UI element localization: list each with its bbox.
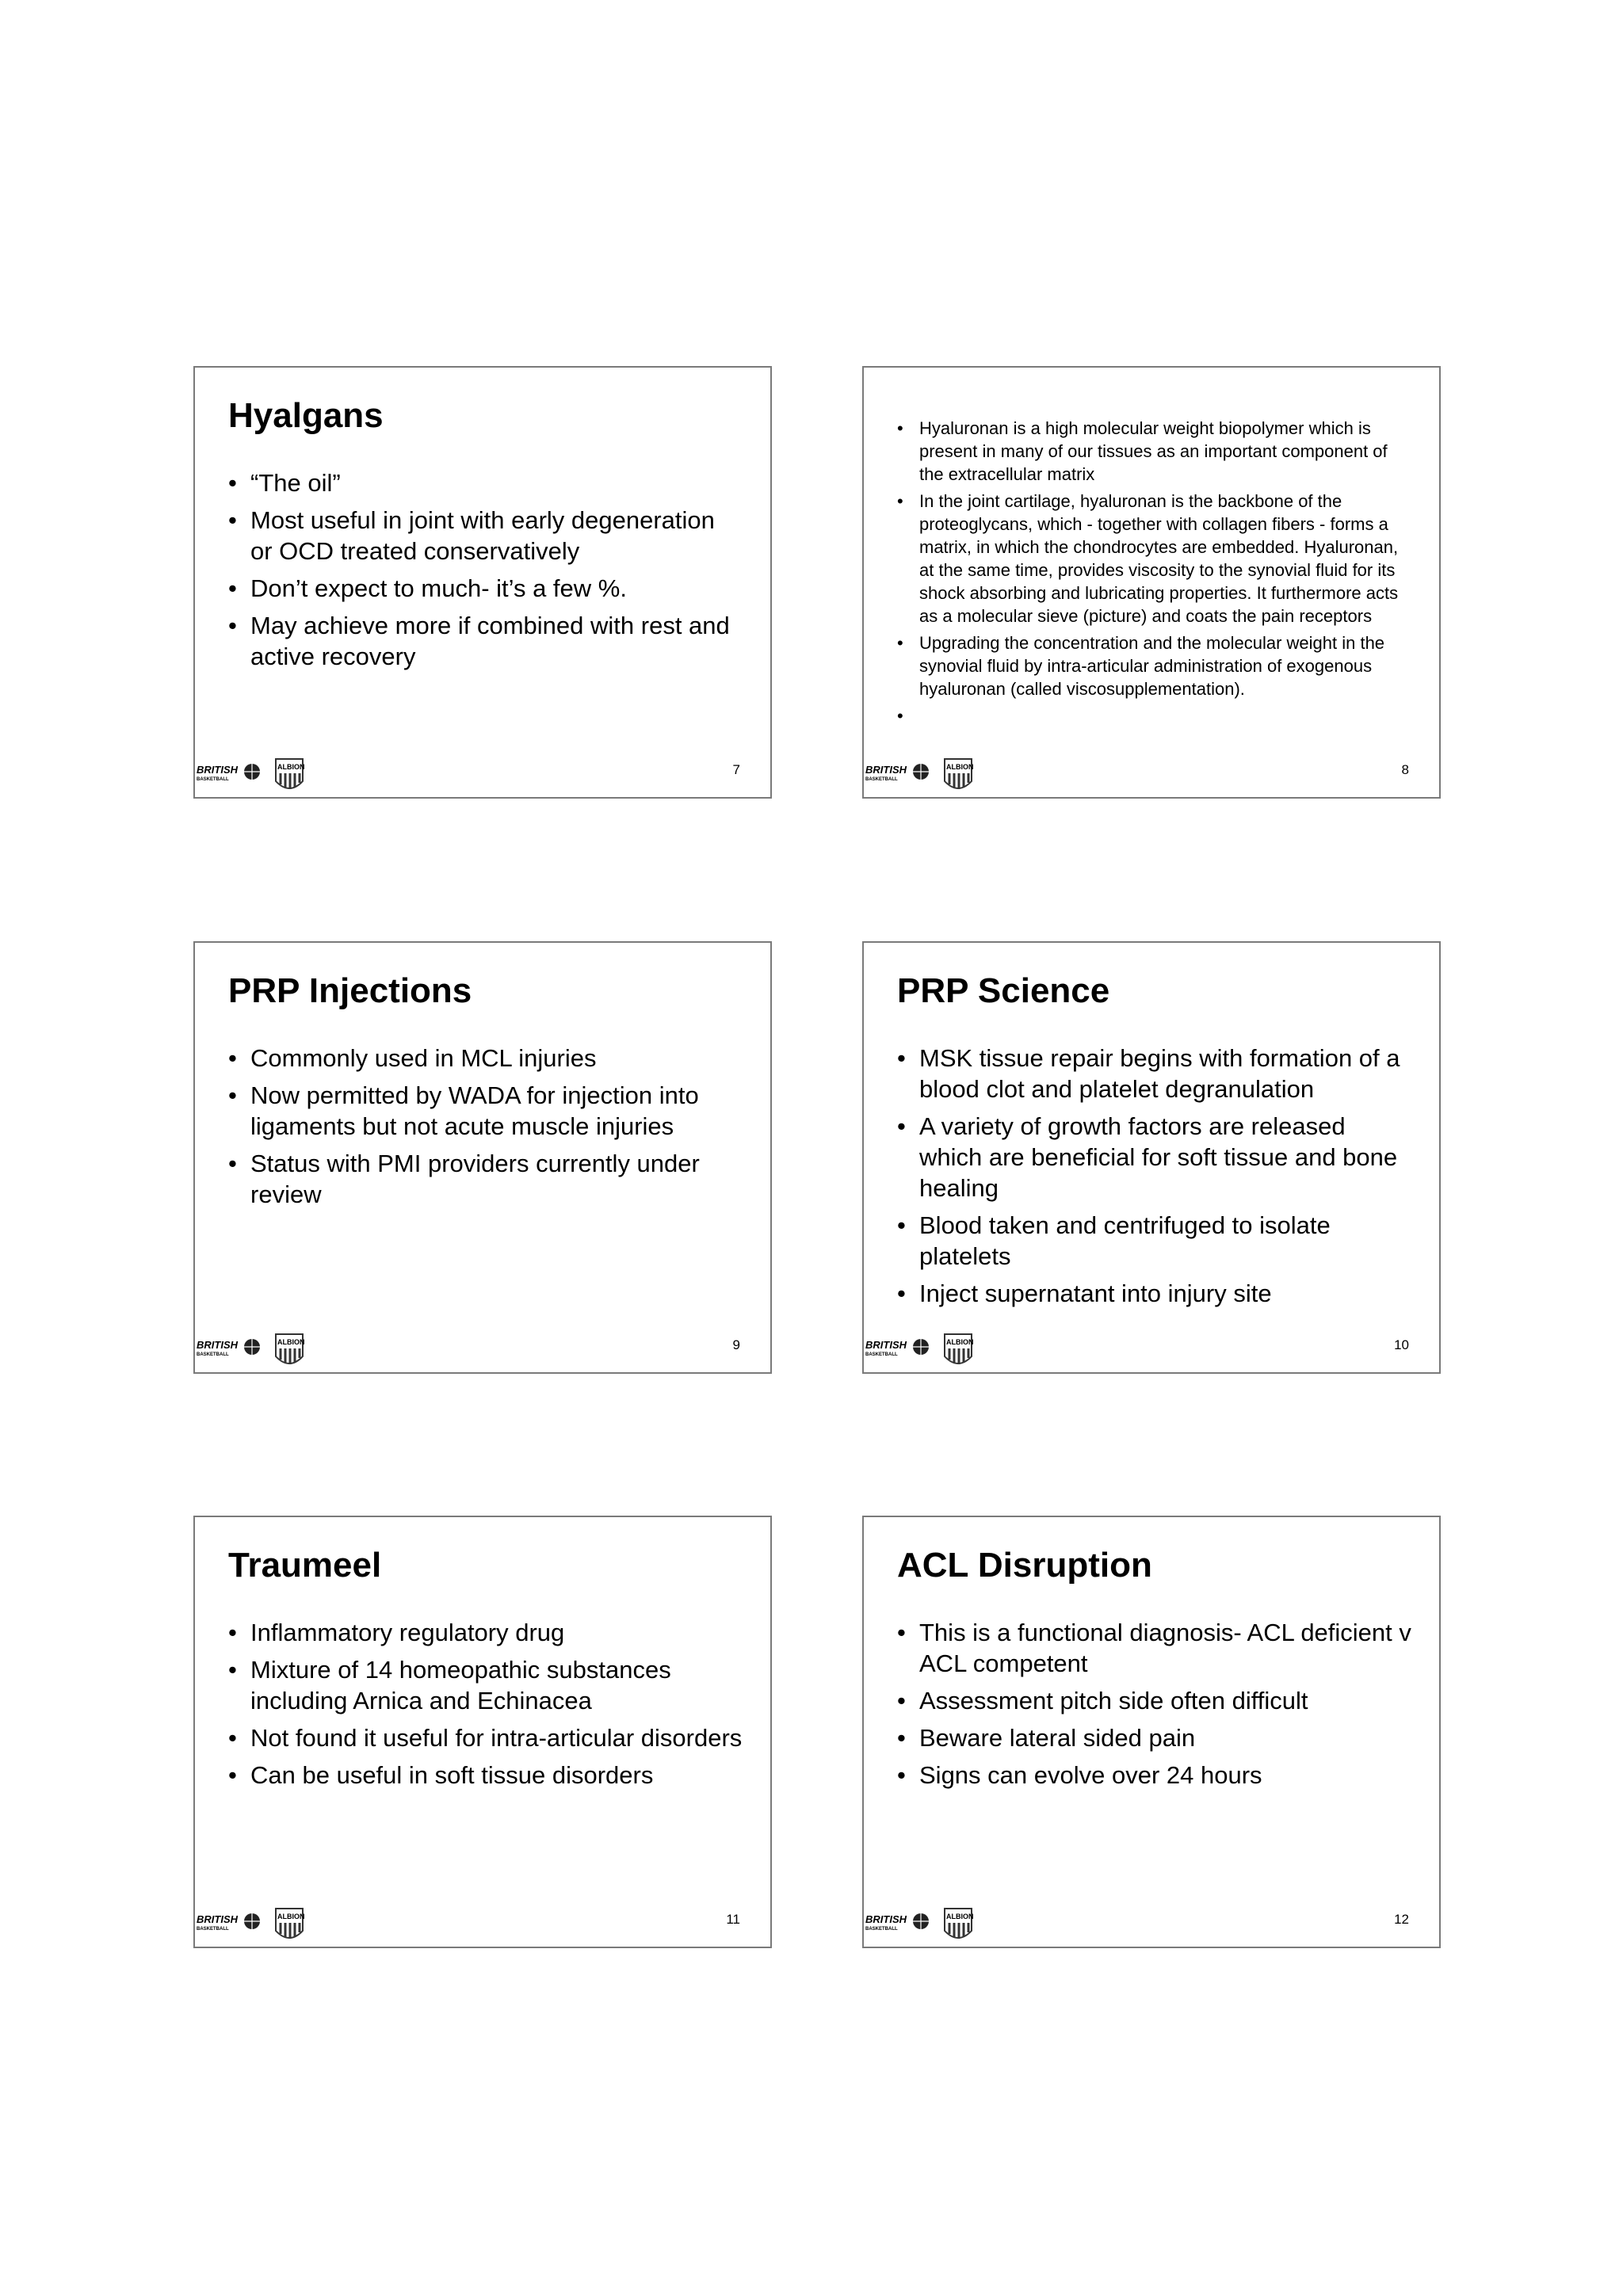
british-basketball-logo-subtext: BASKETBALL <box>197 1927 229 1932</box>
page-number: 11 <box>726 1912 740 1927</box>
bullet-item: • May achieve more if combined with rest and active recovery <box>228 610 743 672</box>
sponsor-logos <box>864 749 991 797</box>
british-basketball-logo-text: BRITISH <box>197 1913 238 1925</box>
bullet-list <box>897 417 1404 704</box>
bullet-item: • “The oil” <box>228 467 743 498</box>
slide-title: ACL Disruption <box>897 1546 1152 1585</box>
british-basketball-logo-text: BRITISH <box>865 1339 907 1351</box>
bullet-item: • Hyaluronan is a high molecular weight biopolymer which is present in many of our tissues as an important component of the extracellular matrix <box>897 417 1404 486</box>
slide-title: PRP Science <box>897 971 1110 1010</box>
albion-logo-text: ALBION <box>277 1338 305 1346</box>
slide-title: Traumeel <box>228 1546 382 1585</box>
slide-7 <box>193 366 772 799</box>
slide-12 <box>862 1516 1441 1948</box>
slide-10 <box>862 941 1441 1374</box>
british-basketball-logo-text: BRITISH <box>197 1339 238 1351</box>
slide-8 <box>862 366 1441 799</box>
sponsor-logos <box>864 1899 991 1947</box>
bullet-list <box>897 1617 1412 1797</box>
british-basketball-logo-text: BRITISH <box>865 1913 907 1925</box>
bullet-item: • Don’t expect to much- it’s a few %. <box>228 573 743 604</box>
bullet-item: • MSK tissue repair begins with formation of a blood clot and platelet degranulation <box>897 1043 1412 1104</box>
bullet-item: • Blood taken and centrifuged to isolate platelets <box>897 1210 1412 1272</box>
slide-9 <box>193 941 772 1374</box>
british-basketball-logo-text: BRITISH <box>865 764 907 776</box>
sponsor-logos <box>195 749 322 797</box>
albion-logo-text: ALBION <box>946 1338 974 1346</box>
page-number: 10 <box>1394 1337 1409 1352</box>
bullet-item: • A variety of growth factors are released which are beneficial for soft tissue and bone healing <box>897 1111 1412 1203</box>
albion-logo-text: ALBION <box>277 1913 305 1920</box>
sponsor-logos <box>195 1325 322 1372</box>
slide-title: Hyalgans <box>228 396 384 435</box>
bullet-item: • In the joint cartilage, hyaluronan is the backbone of the proteoglycans, which - together with collagen fibers - forms a matrix, in which the chondrocytes are embedded. Hyaluronan, at the same time, provides viscosity to the synovial fluid for its shock absorbing and lubricating properties. It furthermore acts as a molecular sieve (picture) and coats the pain receptors <box>897 490 1404 627</box>
albion-logo-text: ALBION <box>277 763 305 771</box>
bullet-list <box>228 1043 743 1216</box>
slide-11 <box>193 1516 772 1948</box>
bullet-list <box>228 1617 743 1797</box>
bullet-item: • Beware lateral sided pain <box>897 1722 1412 1753</box>
british-basketball-logo-subtext: BASKETBALL <box>197 777 229 782</box>
bullet-list <box>897 1043 1412 1315</box>
bullet-item: • Now permitted by WADA for injection into ligaments but not acute muscle injuries <box>228 1080 743 1142</box>
page-number: 7 <box>732 762 740 777</box>
albion-logo-text: ALBION <box>946 763 974 771</box>
page-number: 12 <box>1394 1912 1409 1927</box>
sponsor-logos <box>864 1325 991 1372</box>
british-basketball-logo-text: BRITISH <box>197 764 238 776</box>
sponsor-logos <box>195 1899 322 1947</box>
bullet-item: • Commonly used in MCL injuries <box>228 1043 743 1074</box>
albion-logo-text: ALBION <box>946 1913 974 1920</box>
bullet-list <box>228 467 743 678</box>
british-basketball-logo-subtext: BASKETBALL <box>197 1352 229 1357</box>
bullet-item: • Inject supernatant into injury site <box>897 1278 1412 1309</box>
british-basketball-logo-subtext: BASKETBALL <box>865 1352 898 1357</box>
bullet-item: • Inflammatory regulatory drug <box>228 1617 743 1648</box>
bullet-item: • Assessment pitch side often difficult <box>897 1685 1412 1716</box>
bullet-item: • Signs can evolve over 24 hours <box>897 1760 1412 1791</box>
british-basketball-logo-subtext: BASKETBALL <box>865 1927 898 1932</box>
bullet-item: • Can be useful in soft tissue disorders <box>228 1760 743 1791</box>
bullet-item: • This is a functional diagnosis- ACL deficient v ACL competent <box>897 1617 1412 1679</box>
bullet-item: • Mixture of 14 homeopathic substances including Arnica and Echinacea <box>228 1654 743 1716</box>
bullet-item: • Upgrading the concentration and the molecular weight in the synovial fluid by intra-articular administration of exogenous hyaluronan (called viscosupplementation). <box>897 631 1404 700</box>
bullet-item: • Status with PMI providers currently under review <box>228 1148 743 1210</box>
bullet-item: • Not found it useful for intra-articular disorders <box>228 1722 743 1753</box>
slide-title: PRP Injections <box>228 971 472 1010</box>
bullet-item: • Most useful in joint with early degeneration or OCD treated conservatively <box>228 505 743 566</box>
page-number: 9 <box>732 1337 740 1352</box>
page-number: 8 <box>1401 762 1409 777</box>
british-basketball-logo-subtext: BASKETBALL <box>865 777 898 782</box>
